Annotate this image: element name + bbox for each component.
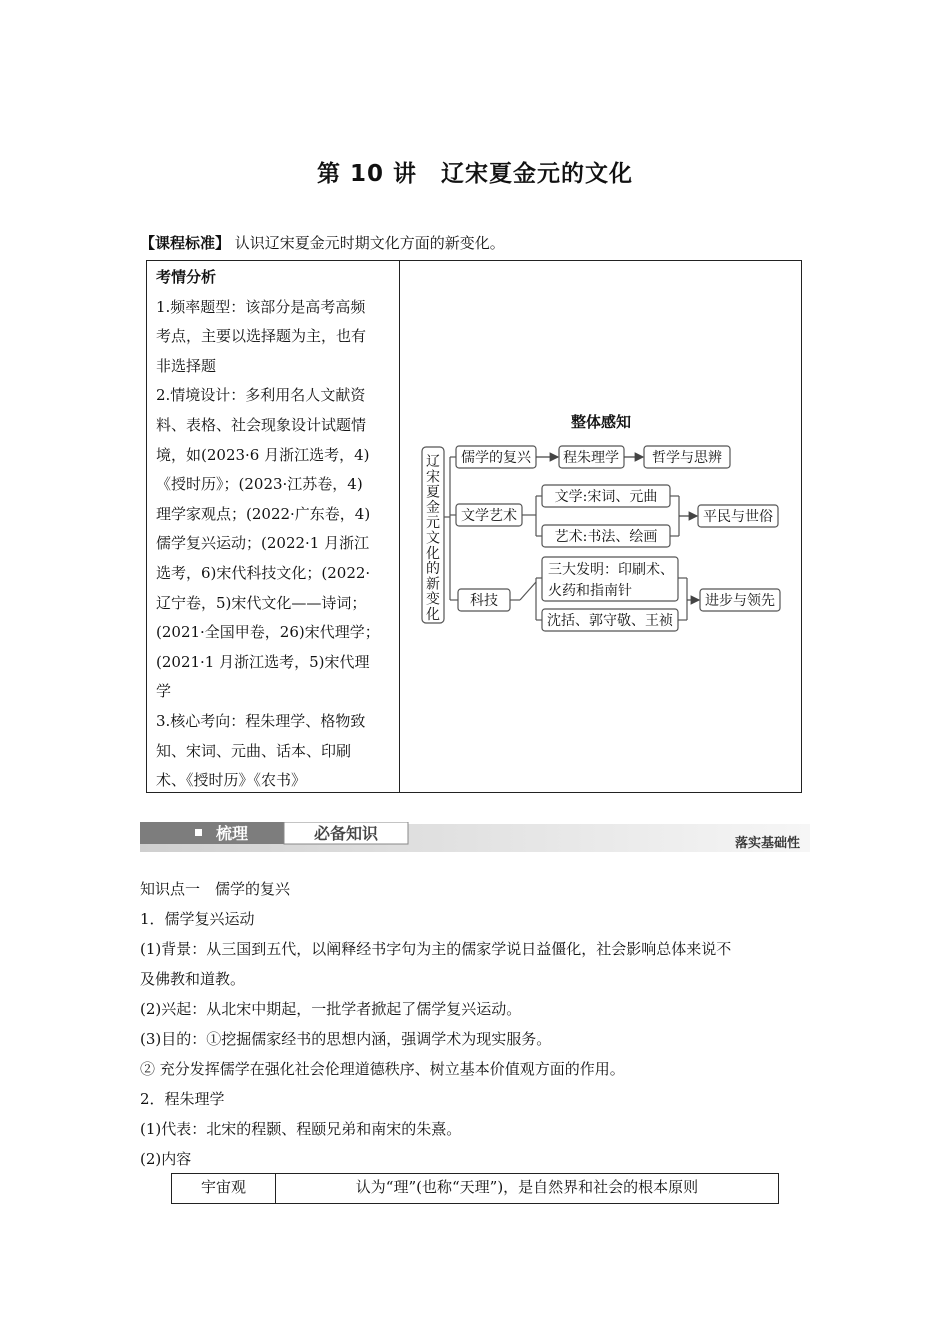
node-commoner-label: 平民与世俗 bbox=[703, 509, 773, 525]
exam-analysis-heading: 考情分析 bbox=[156, 268, 217, 286]
knowledge-point-heading: 知识点一 儒学的复兴 bbox=[140, 880, 291, 898]
analysis-line: 境，如(2023·6 月浙江选考，4) bbox=[156, 445, 370, 464]
node-literature-label: 文学:宋词、元曲 bbox=[554, 489, 658, 505]
content-table-cell-value: 认为“理”(也称“天理”)，是自然界和社会的根本原则 bbox=[355, 1178, 699, 1196]
exam-analysis-cell bbox=[147, 261, 400, 792]
body-line: (1)背景：从三国到五代，以阐释经书字句为主的儒家学说日益僵化，社会影响总体来说不 bbox=[140, 940, 732, 958]
body-line: 2．程朱理学 bbox=[140, 1090, 225, 1108]
analysis-line: 理学家观点；(2022·广东卷，4) bbox=[156, 504, 371, 523]
root-label-char: 宋 bbox=[426, 469, 440, 486]
node-philosophy-label: 哲学与思辨 bbox=[652, 450, 722, 466]
node-chengzhu-label: 程朱理学 bbox=[563, 450, 619, 466]
analysis-line: 非选择题 bbox=[156, 356, 217, 375]
root-label-char: 夏 bbox=[426, 484, 440, 501]
root-label-char: 金 bbox=[426, 499, 440, 516]
branch-ruxue-label: 儒学的复兴 bbox=[461, 450, 531, 466]
banner-right-label: 落实基础性 bbox=[734, 836, 800, 851]
root-label-char: 新 bbox=[426, 576, 440, 593]
bullet-square-icon bbox=[195, 829, 202, 836]
branch-wenxue-label: 文学艺术 bbox=[461, 508, 517, 524]
node-inventions-label: 三大发明：印刷术、 bbox=[548, 562, 674, 578]
root-label-char: 的 bbox=[426, 561, 440, 578]
banner-left-label: 梳理 bbox=[216, 824, 249, 843]
course-standard-label: 【课程标准】 bbox=[140, 234, 231, 252]
course-standard bbox=[140, 232, 505, 253]
root-label-char: 元 bbox=[426, 515, 440, 532]
section-banner bbox=[140, 822, 810, 852]
node-inventions-label-2: 火药和指南针 bbox=[548, 583, 632, 599]
analysis-line: (2021·1 月浙江选考，5)宋代理 bbox=[156, 652, 370, 671]
content-table bbox=[171, 1173, 779, 1204]
body-line: (3)目的：①挖掘儒家经书的思想内涵，强调学术为现实服务。 bbox=[140, 1030, 552, 1048]
overview-heading: 整体感知 bbox=[570, 413, 632, 431]
root-label-char: 辽 bbox=[426, 454, 440, 470]
analysis-line: 学 bbox=[156, 682, 172, 701]
analysis-table bbox=[146, 260, 802, 793]
body-line: (2)兴起：从北宋中期起，一批学者掀起了儒学复兴运动。 bbox=[140, 1000, 522, 1018]
root-label-char: 变 bbox=[426, 591, 440, 608]
analysis-line: (2021·全国甲卷，26)宋代理学； bbox=[156, 623, 380, 642]
analysis-line: 考点，主要以选择题为主，也有 bbox=[156, 327, 367, 346]
analysis-line: 3.核心考向：程朱理学、格物致 bbox=[156, 711, 366, 730]
analysis-line: 1.频率题型：该部分是高考高频 bbox=[156, 297, 366, 316]
analysis-line: 知、宋词、元曲、话本、印刷 bbox=[156, 741, 352, 760]
branch-keji-label: 科技 bbox=[470, 593, 498, 609]
body-line: ② 充分发挥儒学在强化社会伦理道德秩序、树立基本价值观方面的作用。 bbox=[140, 1060, 625, 1078]
knowledge-body bbox=[140, 874, 812, 1174]
content-table-cell-key: 宇宙观 bbox=[172, 1174, 276, 1203]
course-standard-text: 认识辽宋夏金元时期文化方面的新变化。 bbox=[234, 234, 505, 252]
analysis-line: 料、表格、社会现象设计试题情 bbox=[156, 415, 367, 434]
body-line: (1)代表：北宋的程颢、程颐兄弟和南宋的朱熹。 bbox=[140, 1120, 462, 1138]
body-line: 及佛教和道教。 bbox=[140, 970, 246, 988]
node-scientists-label: 沈括、郭守敬、王祯 bbox=[547, 613, 673, 629]
page-title: 第 10 讲 辽宋夏金元的文化 bbox=[316, 161, 634, 187]
node-art-label: 艺术:书法、绘画 bbox=[554, 529, 658, 545]
root-vertical-label bbox=[426, 454, 440, 623]
section-banner-graphic bbox=[140, 822, 810, 852]
analysis-line: 儒学复兴运动；(2022·1 月浙江 bbox=[156, 534, 370, 553]
node-progress-label: 进步与领先 bbox=[705, 593, 775, 609]
body-line: 1．儒学复兴运动 bbox=[140, 910, 255, 928]
root-label-char: 文 bbox=[426, 530, 440, 547]
banner-middle-label: 必备知识 bbox=[313, 824, 379, 843]
overview-diagram bbox=[400, 261, 800, 792]
analysis-line: 《授时历》；(2023·江苏卷，4) bbox=[156, 475, 363, 494]
root-label-char: 化 bbox=[426, 607, 440, 623]
analysis-line: 2.情境设计：多利用名人文献资 bbox=[156, 386, 366, 405]
analysis-line: 选考，6)宋代科技文化；(2022· bbox=[156, 563, 371, 582]
body-line: (2)内容 bbox=[140, 1150, 192, 1168]
analysis-line: 辽宁卷，5)宋代文化——诗词； bbox=[156, 593, 367, 612]
root-label-char: 化 bbox=[426, 545, 440, 562]
overview-cell bbox=[400, 261, 801, 792]
analysis-line: 术、《授时历》《农书》 bbox=[156, 771, 307, 790]
